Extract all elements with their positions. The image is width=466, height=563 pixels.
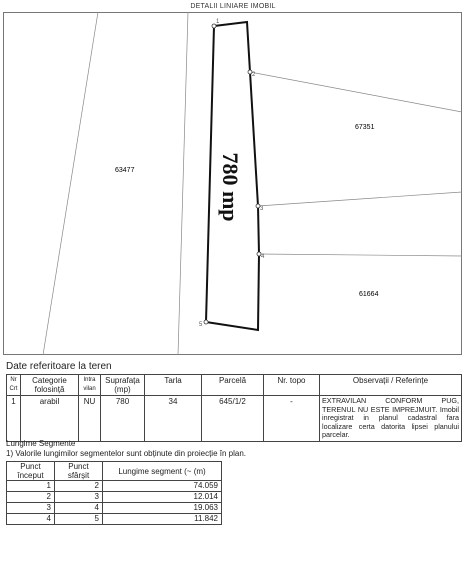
cell-observatii: EXTRAVILAN CONFORM PUG, TERENUL NU ESTE IMPREJMUIT. Imobil inregistrat in planul cadastral fara localizare certa datorita lipsei planului parcelar.	[320, 396, 462, 442]
parcel-area-label: 780 mp	[218, 152, 243, 222]
segment-length: 12.014	[103, 492, 222, 503]
segments-header-row	[7, 462, 222, 481]
table-row	[7, 514, 222, 525]
segment-start: 2	[7, 492, 55, 503]
cell-nr-crt: 1	[7, 396, 21, 442]
vertex-label-4: 4	[261, 254, 265, 260]
cell-parcela: 645/1/2	[202, 396, 264, 442]
segments-table	[6, 461, 222, 525]
neighbor-boundary-east-top	[250, 72, 462, 112]
vertex-label-2: 2	[252, 72, 256, 78]
cell-intravilan: NU	[79, 396, 101, 442]
segment-end: 5	[55, 514, 103, 525]
vertex-label-5: 5	[199, 322, 203, 328]
plan-title: DETALII LINIARE IMOBIL	[190, 3, 276, 10]
segments-note: 1) Valorile lungimilor segmentelor sunt obținute din proiecție în plan.	[6, 449, 246, 458]
header-observatii: Observații / Referințe	[320, 375, 462, 396]
header-tarla: Tarla	[145, 375, 202, 396]
vertex-marker-5	[204, 320, 208, 324]
segment-end: 2	[55, 481, 103, 492]
header-suprafata: Suprafața (mp)	[101, 375, 145, 396]
segment-length: 74.059	[103, 481, 222, 492]
neighbor-boundary-east-low	[259, 254, 462, 256]
neighbor-boundary-west	[43, 12, 98, 355]
table-header-row	[7, 375, 462, 396]
header-categorie: Categorie folosință	[21, 375, 79, 396]
land-data-table	[6, 374, 462, 442]
neighbor-boundary-east-mid	[258, 192, 462, 206]
header-nr-topo: Nr. topo	[264, 375, 320, 396]
cell-tarla: 34	[145, 396, 202, 442]
cell-suprafata: 780	[101, 396, 145, 442]
cell-nr-topo: -	[264, 396, 320, 442]
header-punct-sfarsit: Punct sfârșit	[55, 462, 103, 481]
segment-start: 3	[7, 503, 55, 514]
header-nr-crt: Nr Crt	[7, 375, 21, 396]
section-title: Date referitoare la teren	[6, 361, 112, 372]
parcel-id-west: 63477	[115, 167, 135, 174]
segment-end: 3	[55, 492, 103, 503]
segments-title: Lungime Segmente	[6, 439, 76, 448]
segment-start: 4	[7, 514, 55, 525]
vertex-label-3: 3	[260, 206, 264, 212]
header-punct-inceput: Punct început	[7, 462, 55, 481]
segment-start: 1	[7, 481, 55, 492]
table-row	[7, 396, 462, 442]
header-parcela: Parcelă	[202, 375, 264, 396]
table-row	[7, 503, 222, 514]
segment-length: 19.063	[103, 503, 222, 514]
header-intravilan: Intra vilan	[79, 375, 101, 396]
table-row	[7, 492, 222, 503]
parcel-id-southeast: 61664	[359, 291, 379, 298]
parcel-id-east: 67351	[355, 124, 375, 131]
neighbor-boundary-inner	[178, 12, 188, 355]
cell-categorie: arabil	[21, 396, 79, 442]
segment-end: 4	[55, 503, 103, 514]
vertex-label-1: 1	[216, 19, 220, 25]
header-lungime: Lungime segment (~ (m)	[103, 462, 222, 481]
table-row	[7, 481, 222, 492]
segment-length: 11.842	[103, 514, 222, 525]
